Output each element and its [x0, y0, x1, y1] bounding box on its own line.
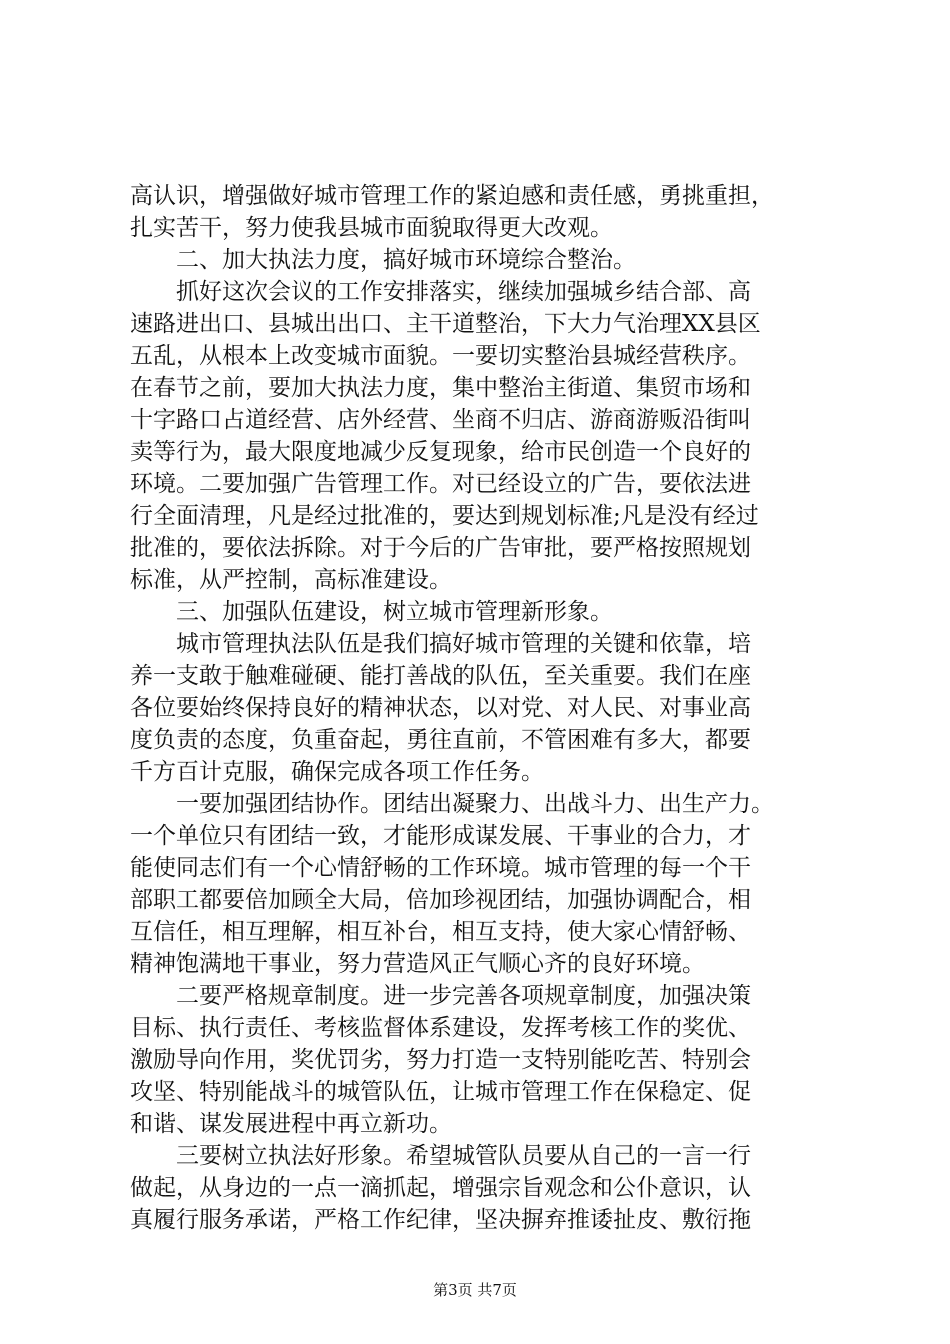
document-body — [130, 180, 830, 1236]
text-line: 目标、执行责任、考核监督体系建设，发挥考核工作的奖优、 — [130, 1015, 751, 1041]
page-footer: 第3页 共7页 — [433, 1281, 517, 1299]
text-line: 度负责的态度，负重奋起，勇往直前，不管困难有多大，都要 — [130, 727, 751, 753]
text-line: 一个单位只有团结一致，才能形成谋发展、干事业的合力，才 — [130, 823, 751, 849]
text-line: 养一支敢于触难碰硬、能打善战的队伍，至关重要。我们在座 — [130, 663, 751, 689]
text-line: 抓好这次会议的工作安排落实，继续加强城乡结合部、高 — [130, 279, 751, 305]
text-line: 三要树立执法好形象。希望城管队员要从自己的一言一行 — [130, 1143, 751, 1169]
text-line: 二、加大执法力度，搞好城市环境综合整治。 — [130, 247, 636, 273]
text-line: 环境。二要加强广告管理工作。对已经设立的广告，要依法进 — [130, 471, 751, 497]
text-line: 城市管理执法队伍是我们搞好城市管理的关键和依靠，培 — [130, 631, 751, 657]
text-line: 精神饱满地干事业，努力营造风正气顺心齐的良好环境。 — [130, 951, 705, 977]
text-line: 千方百计克服，确保完成各项工作任务。 — [130, 759, 544, 785]
text-line: 真履行服务承诺，严格工作纪律，坚决摒弃推诿扯皮、敷衍拖 — [130, 1207, 751, 1233]
text-line: 能使同志们有一个心情舒畅的工作环境。城市管理的每一个干 — [130, 855, 751, 881]
text-line: 和谐、谋发展进程中再立新功。 — [130, 1111, 452, 1137]
text-line: 五乱，从根本上改变城市面貌。一要切实整治县城经营秩序。 — [130, 343, 751, 369]
text-line: 在春节之前，要加大执法力度，集中整治主街道、集贸市场和 — [130, 375, 751, 401]
text-line: 三、加强队伍建设，树立城市管理新形象。 — [130, 599, 613, 625]
text-line: 做起，从身边的一点一滴抓起，增强宗旨观念和公仆意识，认 — [130, 1175, 751, 1201]
text-line: 行全面清理，凡是经过批准的，要达到规划标准;凡是没有经过 — [130, 503, 759, 529]
text-line: 激励导向作用，奖优罚劣，努力打造一支特别能吃苦、特别会 — [130, 1047, 751, 1073]
text-line: 批准的，要依法拆除。对于今后的广告审批，要严格按照规划 — [130, 535, 751, 561]
text-line: 二要严格规章制度。进一步完善各项规章制度，加强决策 — [130, 983, 751, 1009]
text-line: 部职工都要倍加顾全大局，倍加珍视团结，加强协调配合，相 — [130, 887, 751, 913]
text-line: 高认识，增强做好城市管理工作的紧迫感和责任感，勇挑重担， — [130, 183, 774, 209]
text-line: 标准，从严控制，高标准建设。 — [130, 567, 452, 593]
text-line: 攻坚、特别能战斗的城管队伍，让城市管理工作在保稳定、促 — [130, 1079, 751, 1105]
text-line: 卖等行为，最大限度地减少反复现象，给市民创造一个良好的 — [130, 439, 751, 465]
text-line: 一要加强团结协作。团结出凝聚力、出战斗力、出生产力。 — [130, 791, 774, 817]
text-line: 速路进出口、县城出出口、主干道整治，下大力气治理XX县区 — [130, 311, 761, 337]
text-line: 十字路口占道经营、店外经营、坐商不归店、游商游贩沿街叫 — [130, 407, 751, 433]
text-line: 互信任，相互理解，相互补台，相互支持，使大家心情舒畅、 — [130, 919, 751, 945]
text-line: 各位要始终保持良好的精神状态，以对党、对人民、对事业高 — [130, 695, 751, 721]
text-line: 扎实苦干，努力使我县城市面貌取得更大改观。 — [130, 215, 613, 241]
